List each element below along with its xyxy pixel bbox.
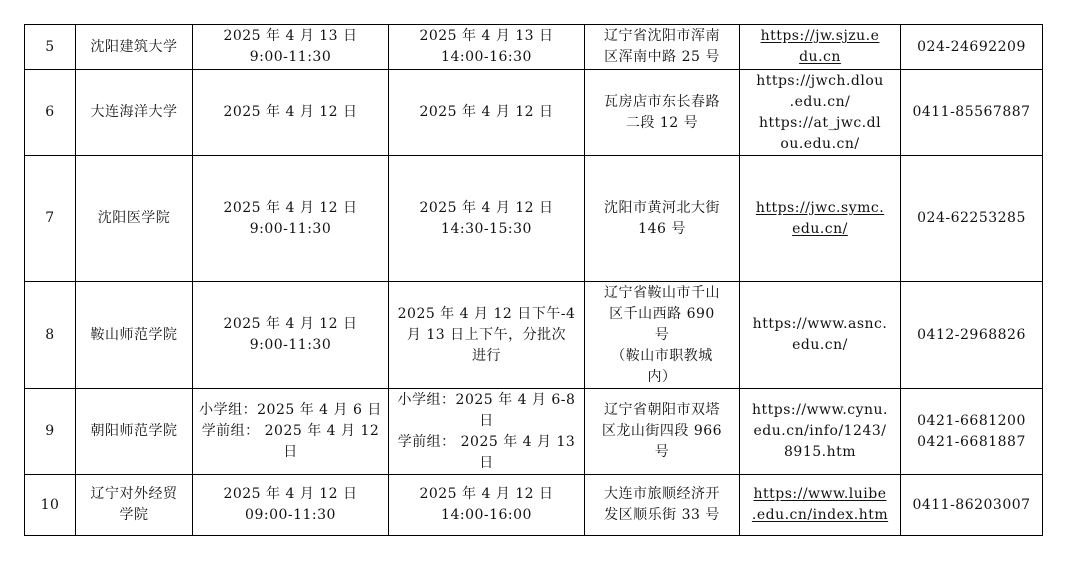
first-session-cell — [193, 389, 389, 475]
second-session-cell — [389, 475, 585, 536]
table-row — [25, 282, 1043, 389]
address-line: 内） — [647, 368, 677, 385]
website-link[interactable]: edu.cn/ — [792, 220, 848, 237]
table-row — [25, 25, 1043, 70]
first-session-cell — [193, 70, 389, 156]
school-name-cell — [76, 475, 193, 536]
website-link[interactable]: .edu.cn/index.htm — [751, 507, 889, 523]
address-cell — [585, 70, 740, 156]
website-cell — [740, 475, 901, 536]
address-line: 发区顺乐街 33 号 — [604, 507, 720, 523]
second-session-line: 14:30-15:30 — [441, 220, 532, 237]
school-name-line: 朝阳师范学院 — [90, 423, 178, 439]
address-line: 辽宁省沈阳市浑南 — [604, 28, 720, 44]
address-line: 号 — [654, 326, 670, 343]
first-session-line: 2025 年 4 月 12 日 — [223, 104, 358, 120]
phone-line: 0421-6681200 — [917, 412, 1026, 429]
second-session-line: 进行 — [472, 347, 501, 364]
exam-schedule-table — [24, 24, 1043, 536]
address-cell — [585, 156, 740, 282]
first-session-cell — [193, 156, 389, 282]
website-link[interactable]: https://www.asnc. — [752, 316, 888, 332]
row-number-cell: 8 — [25, 282, 76, 389]
second-session-cell — [389, 282, 585, 389]
address-line: 号 — [654, 444, 670, 460]
row-number-cell: 6 — [25, 70, 76, 156]
website-link[interactable]: https://jwc.symc. — [755, 199, 885, 216]
second-session-cell — [389, 70, 585, 156]
phone-cell — [901, 389, 1043, 475]
first-session-cell — [193, 25, 389, 70]
first-session-line: 9:00-11:30 — [249, 49, 332, 65]
address-line: 辽宁省朝阳市双塔 — [604, 402, 720, 418]
first-session-line: 9:00-11:30 — [249, 337, 332, 353]
website-link[interactable]: .edu.cn/ — [789, 93, 851, 110]
table-row — [25, 156, 1043, 282]
phone-line: 024-62253285 — [917, 210, 1026, 226]
second-session-line: 2025 年 4 月 12 日 — [419, 199, 554, 216]
school-name-line: 沈阳医学院 — [97, 210, 171, 226]
phone-line: 0411-86203007 — [912, 496, 1031, 513]
school-name-line: 沈阳建筑大学 — [90, 38, 178, 55]
school-name-cell — [76, 389, 193, 475]
first-session-line: 小学组：2025 年 4 月 6 日 — [199, 402, 382, 418]
first-session-line: 2025 年 4 月 13 日 — [223, 28, 358, 44]
website-link[interactable]: https://www.cynu. — [751, 402, 889, 418]
address-line: 区龙山街四段 966 — [601, 423, 723, 439]
first-session-cell — [193, 282, 389, 389]
second-session-line: 2025 年 4 月 12 日 — [419, 486, 554, 502]
second-session-line: 月 13 日上下午，分批次 — [406, 326, 567, 343]
school-name-cell — [76, 282, 193, 389]
school-name-line: 学院 — [119, 507, 149, 523]
second-session-line: 日 — [479, 454, 494, 471]
address-line: 沈阳市黄河北大街 — [604, 199, 720, 216]
website-cell — [740, 389, 901, 475]
second-session-line: 小学组：2025 年 4 月 6-8 — [397, 391, 576, 408]
phone-line: 024-24692209 — [917, 38, 1026, 55]
school-name-cell — [76, 156, 193, 282]
second-session-line: 2025 年 4 月 12 日下午-4 — [397, 305, 576, 322]
first-session-line: 09:00-11:30 — [245, 507, 336, 523]
address-line: 区千山西路 690 — [609, 305, 715, 322]
address-cell — [585, 389, 740, 475]
phone-line: 0411-85567887 — [912, 104, 1031, 120]
table-row — [25, 475, 1043, 536]
row-number-cell: 9 — [25, 389, 76, 475]
website-link[interactable]: https://jwch.dlou — [756, 72, 884, 89]
address-line: 辽宁省鞍山市千山 — [604, 284, 720, 301]
second-session-line: 学前组： 2025 年 4 月 13 — [397, 433, 576, 450]
address-line: 二段 12 号 — [625, 114, 699, 131]
website-link[interactable]: https://www.luibe — [753, 486, 887, 502]
address-line: 区浑南中路 25 号 — [604, 49, 720, 65]
website-cell — [740, 156, 901, 282]
phone-cell — [901, 25, 1043, 70]
website-cell — [740, 25, 901, 70]
website-link[interactable]: ou.edu.cn/ — [780, 135, 860, 152]
row-number-cell: 5 — [25, 25, 76, 70]
address-cell — [585, 25, 740, 70]
second-session-line: 2025 年 4 月 13 日 — [419, 28, 554, 44]
first-session-cell — [193, 475, 389, 536]
school-name-line: 鞍山师范学院 — [90, 326, 178, 343]
second-session-cell — [389, 389, 585, 475]
address-line: 瓦房店市东长春路 — [604, 93, 720, 110]
school-name-cell — [76, 70, 193, 156]
address-cell — [585, 475, 740, 536]
website-cell — [740, 282, 901, 389]
second-session-line: 14:00-16:30 — [441, 49, 532, 65]
second-session-line: 日 — [479, 412, 494, 429]
second-session-line: 2025 年 4 月 12 日 — [419, 104, 554, 120]
first-session-line: 2025 年 4 月 12 日 — [223, 316, 358, 332]
table-row — [25, 70, 1043, 156]
website-link[interactable]: https://jw.sjzu.e — [760, 28, 880, 44]
website-cell — [740, 70, 901, 156]
school-name-line: 辽宁对外经贸 — [90, 486, 178, 502]
address-line: 146 号 — [638, 220, 686, 237]
website-link[interactable]: edu.cn/ — [792, 337, 848, 353]
website-link[interactable]: edu.cn/info/1243/ — [753, 423, 887, 439]
first-session-line: 2025 年 4 月 12 日 — [223, 486, 358, 502]
website-link[interactable]: du.cn — [799, 49, 841, 65]
second-session-cell — [389, 25, 585, 70]
phone-cell — [901, 282, 1043, 389]
row-number-cell: 10 — [25, 475, 76, 536]
first-session-line: 9:00-11:30 — [249, 220, 332, 237]
phone-line: 0412-2968826 — [917, 326, 1026, 343]
phone-cell — [901, 70, 1043, 156]
website-link[interactable]: https://at_jwc.dl — [758, 114, 882, 131]
second-session-cell — [389, 156, 585, 282]
school-name-cell — [76, 25, 193, 70]
website-link[interactable]: 8915.htm — [784, 444, 856, 460]
address-cell — [585, 282, 740, 389]
first-session-line: 日 — [283, 444, 298, 460]
first-session-line: 2025 年 4 月 12 日 — [223, 199, 358, 216]
row-number-cell: 7 — [25, 156, 76, 282]
phone-line: 0421-6681887 — [917, 433, 1026, 450]
school-name-line: 大连海洋大学 — [90, 104, 178, 120]
phone-cell — [901, 475, 1043, 536]
address-line: （鞍山市职教城 — [611, 347, 713, 364]
first-session-line: 学前组： 2025 年 4 月 12 — [201, 423, 380, 439]
phone-cell — [901, 156, 1043, 282]
second-session-line: 14:00-16:00 — [441, 507, 532, 523]
address-line: 大连市旅顺经济开 — [604, 486, 720, 502]
table-row — [25, 389, 1043, 475]
